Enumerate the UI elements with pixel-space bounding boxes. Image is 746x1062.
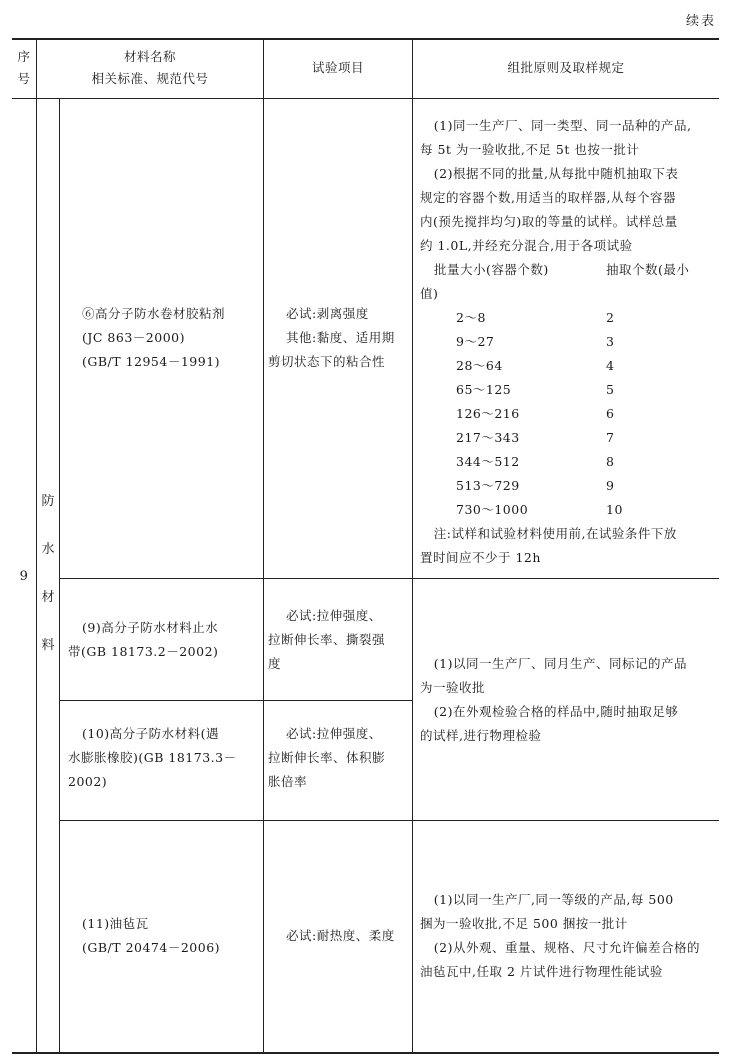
item-10-tests: 必试:拉伸强度、 拉断伸长率、体积膨 胀倍率 <box>268 726 386 789</box>
sampling-block-1: (1)同一生产厂、同一类型、同一品种的产品, 每 5t 为一验收批,不足 5t 也按一批计 (2)根据不同的批量,从每批中随机抽取下表 规定的容器个数,用适当的取样器,从每个容器 内(预先搅拌均匀)取的等量的试样。试样总量 约 1.0L,并经充分混合,用于各项试验 批量大小(容器个数) 抽取个数(最小 值) 2～8 2 9～27 3 28～64 4 65～125 5 126～216 6 217～343 7 344～512 8 513～729 9 730～1000 10 注:试样和试验材料使用前,在试验条件下放 置时间应不少于 12h <box>420 114 720 570</box>
sampling-block-3: (1)以同一生产厂,同一等级的产品,每 500 捆为一验收批,不足 500 捆按一批计 (2)从外观、重量、规格、尺寸允许偏差合格的 油毡瓦中,任取 2 片试件进行物理性能试验 <box>420 892 700 979</box>
lot-row: 217～343 7 <box>456 430 615 445</box>
col-rule-sampling <box>412 38 413 1054</box>
header-seq: 序 号 <box>17 49 31 86</box>
lot-row: 28～64 4 <box>456 358 615 373</box>
category-label: 防 水 材 料 <box>41 494 55 653</box>
item-6-tests: 必试:剥离强度 其他:黏度、适用期 剪切状态下的粘合性 <box>268 306 395 369</box>
lot-row: 2～8 2 <box>456 310 615 325</box>
continued-label: 续表 <box>685 14 716 29</box>
item-6-material: ⑥高分子防水卷材胶粘剂 (JC 863－2000) (GB/T 12954－1991) <box>82 306 226 369</box>
header-test-items: 试验项目 <box>311 60 364 75</box>
item-9-tests: 必试:拉伸强度、 拉断伸长率、撕裂强 度 <box>268 608 386 671</box>
table-top-rule <box>12 38 719 40</box>
item-11-tests: 必试:耐热度、柔度 <box>286 928 395 943</box>
row-divider-1 <box>59 578 719 579</box>
row-divider-2 <box>59 700 412 701</box>
row-divider-3 <box>59 820 719 821</box>
lot-row: 9～27 3 <box>456 334 615 349</box>
header-material: 材料名称 相关标准、规范代号 <box>91 49 209 86</box>
item-10-material: (10)高分子防水材料(遇 水膨胀橡胶)(GB 18173.3－ 2002) <box>68 726 237 789</box>
header-bottom-rule <box>12 98 719 99</box>
lot-row: 513～729 9 <box>456 478 615 493</box>
row-seq: 9 <box>19 569 29 584</box>
item-9-material: (9)高分子防水材料止水 带(GB 18173.2－2002) <box>68 620 219 659</box>
lot-row: 730～1000 10 <box>456 502 623 517</box>
lot-table-header: 批量大小(容器个数) 抽取个数(最小 <box>434 262 690 277</box>
lot-row: 65～125 5 <box>456 382 615 397</box>
col-rule-category <box>59 98 60 1054</box>
col-rule-test <box>263 38 264 1054</box>
lot-row: 126～216 6 <box>456 406 615 421</box>
item-11-material: (11)油毡瓦 (GB/T 20474－2006) <box>82 916 221 955</box>
table-bottom-rule <box>12 1052 719 1054</box>
header-sampling: 组批原则及取样规定 <box>507 60 625 75</box>
lot-row: 344～512 8 <box>456 454 615 469</box>
sampling-block-2: (1)以同一生产厂、同月生产、同标记的产品 为一验收批 (2)在外观检验合格的样品中,随时抽取足够 的试样,进行物理检验 <box>420 656 687 743</box>
